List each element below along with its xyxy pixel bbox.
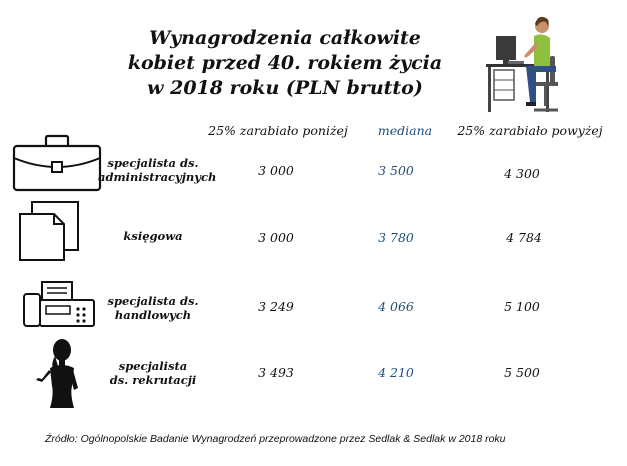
- title-line-2: kobiet przed 40. rokiem życia: [127, 52, 443, 74]
- woman-silhouette-icon: [34, 338, 86, 410]
- job-title-accountant: księgowa: [123, 229, 183, 243]
- row-recruitment-low: 3 493: [258, 365, 294, 380]
- source-note: Źródło: Ogólnopolskie Badanie Wynagrodzeń przeprowadzone przez Sedlak & Sedlak w 2018 roku: [45, 433, 506, 445]
- title-line-1: Wynagrodzenia całkowite: [149, 27, 421, 49]
- row-sales-high: 5 100: [504, 299, 540, 314]
- row-sales-median: 4 066: [378, 299, 414, 314]
- row-recruitment-median: 4 210: [378, 365, 414, 380]
- job-title-recruitment: specjalista ds. rekrutacji: [109, 359, 197, 387]
- row-accountant-high: 4 784: [506, 230, 542, 245]
- column-header-median: mediana: [377, 123, 433, 138]
- fax-machine-icon: [22, 280, 97, 328]
- title-line-3: w 2018 roku (PLN brutto): [147, 77, 423, 99]
- job-title-admin: specjalista ds. administracyjnych: [98, 156, 217, 184]
- page-title: [115, 26, 455, 101]
- woman-at-computer-icon: [486, 10, 571, 115]
- column-header-low: 25% zarabiało poniżej: [208, 123, 348, 138]
- row-admin-low: 3 000: [258, 163, 294, 178]
- documents-icon: [18, 200, 80, 262]
- job-title-sales: specjalista ds. handlowych: [107, 294, 199, 322]
- row-sales-low: 3 249: [258, 299, 294, 314]
- row-recruitment-high: 5 500: [504, 365, 540, 380]
- row-accountant-median: 3 780: [378, 230, 414, 245]
- column-header-high: 25% zarabiało powyżej: [457, 123, 603, 138]
- briefcase-icon: [12, 134, 102, 192]
- row-accountant-low: 3 000: [258, 230, 294, 245]
- row-admin-median: 3 500: [378, 163, 414, 178]
- row-admin-high: 4 300: [504, 166, 540, 181]
